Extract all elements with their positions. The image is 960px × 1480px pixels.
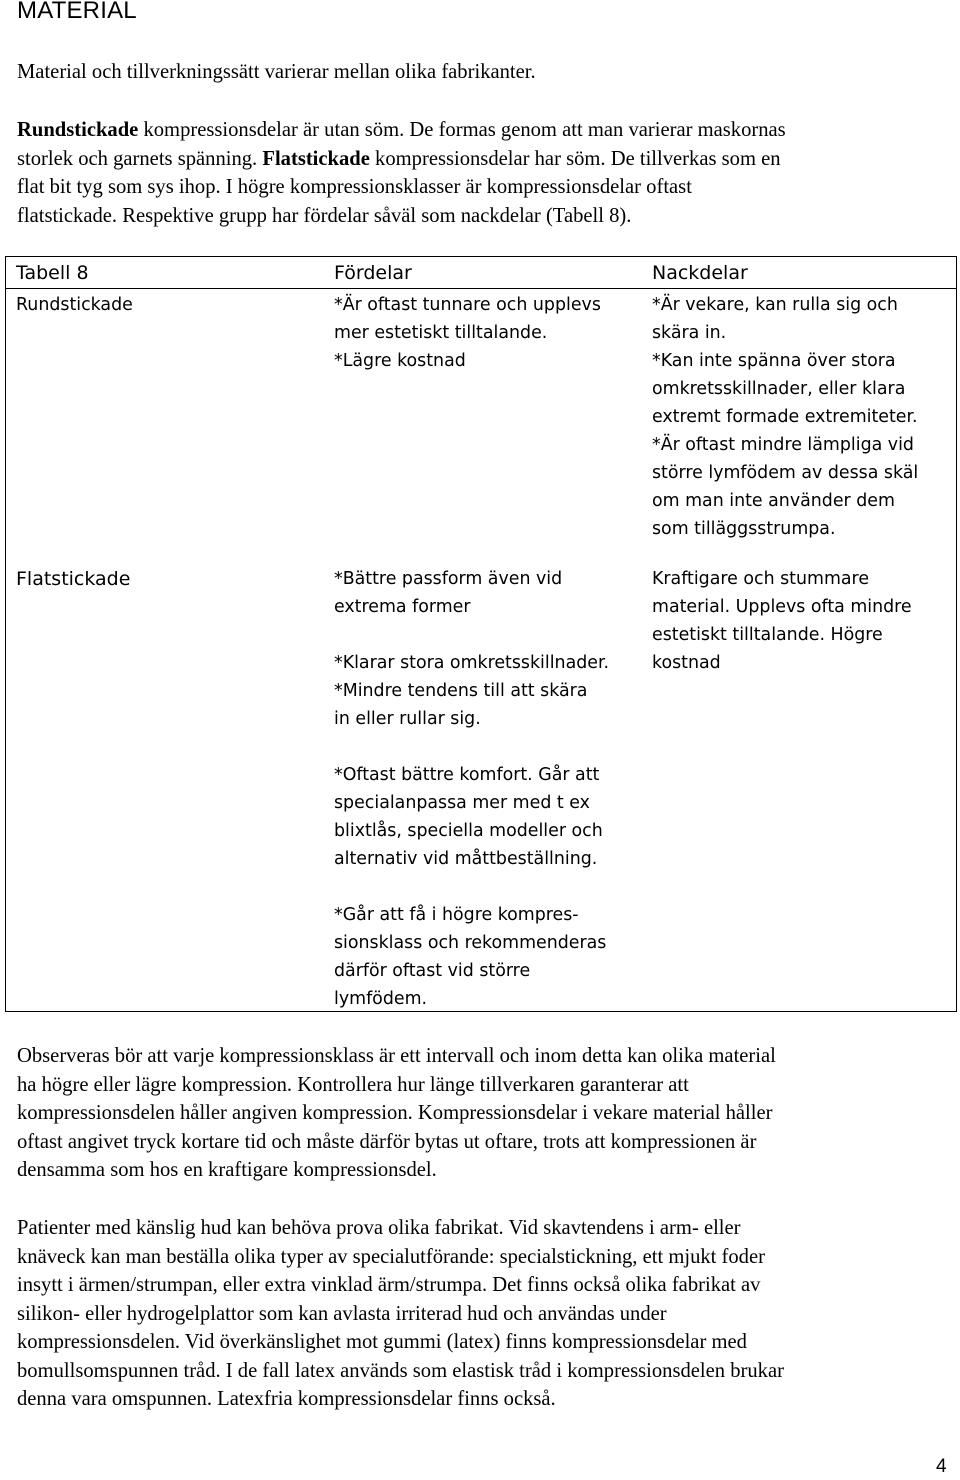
table-header-divider <box>6 288 956 289</box>
table-cell-line: blixtlås, speciella modeller och <box>334 821 603 841</box>
table-cell-spacer <box>334 621 609 649</box>
table-cell-line: *Kan inte spänna över stora <box>652 351 896 371</box>
table-cell-spacer <box>334 873 609 901</box>
paragraph-line: Observeras bör att varje kompressionsklass är ett intervall och inom detta kan olika material <box>17 1045 776 1067</box>
row-label-rundstickade: Rundstickade <box>16 295 133 315</box>
table-cell-line: *Lägre kostnad <box>334 351 466 371</box>
table-cell-line: *Klarar stora omkretsskillnader. <box>334 653 610 673</box>
table-cell-line: extremt formade extremiteter. <box>652 407 918 427</box>
paragraph-line: oftast angivet tryck kortare tid och måste därför bytas ut oftare, trots att kompressionen är <box>17 1130 757 1153</box>
compression-paragraph <box>17 1042 947 1185</box>
table-cell-line: Kraftigare och stummare <box>652 569 870 589</box>
table-cell-line: *Går att få i högre kompres- <box>334 905 579 925</box>
paragraph-line: kompressionsdelen håller angiven kompression. Kompressionsdelar i vekare material håller <box>17 1102 773 1124</box>
rundstickade-fordelar <box>334 291 601 375</box>
rundstickade-nackdelar <box>652 291 918 543</box>
table-header-title: Tabell 8 <box>16 262 89 284</box>
paragraph-line: ha högre eller lägre kompression. Kontrollera hur länge tillverkaren garanterar att <box>17 1073 689 1096</box>
intro-paragraph: Material och tillverkningssätt varierar mellan olika fabrikanter. <box>17 61 536 83</box>
page-heading: MATERIAL <box>17 0 137 24</box>
description-paragraph <box>17 116 947 230</box>
table-cell-line: *Är oftast tunnare och upplevs <box>334 295 601 315</box>
table-header-fordelar: Fördelar <box>334 262 412 284</box>
table-cell-line: *Oftast bättre komfort. Går att <box>334 765 600 785</box>
table-cell-line: alternativ vid måttbeställning. <box>334 849 598 869</box>
paragraph-line: insytt i ärmen/strumpan, eller extra vinklad ärm/strumpa. Det finns också olika fabrikat av <box>17 1274 761 1296</box>
paragraph-line: Patienter med känslig hud kan behöva prova olika fabrikat. Vid skavtendens i arm- eller <box>17 1217 741 1239</box>
table-cell-spacer <box>334 733 609 761</box>
table-cell-line: estetiskt tilltalande. Högre <box>652 625 883 645</box>
term-rundstickade: Rundstickade <box>17 119 139 141</box>
paragraph-line: knäveck kan man beställa olika typer av specialutförande: specialstickning, ett mjukt foder <box>17 1245 765 1268</box>
flatstickade-nackdelar <box>652 565 912 677</box>
description-line: flat bit tyg som sys ihop. I högre kompressionsklasser är kompressionsdelar oftast <box>17 176 692 198</box>
table-cell-line: större lymfödem av dessa skäl <box>652 463 919 483</box>
paragraph-line: silikon- eller hydrogelplattor som kan avlasta irriterad hud och användas under <box>17 1302 667 1325</box>
description-line <box>17 116 947 145</box>
flatstickade-fordelar <box>334 565 609 1013</box>
comparison-table <box>5 256 957 1012</box>
description-text: kompressionsdelar har söm. De tillverkas som en <box>369 147 781 170</box>
table-header-nackdelar: Nackdelar <box>652 262 748 284</box>
table-cell-line: *Är oftast mindre lämpliga vid <box>652 435 914 455</box>
table-cell-line: kostnad <box>652 653 721 673</box>
table-cell-line: lymfödem. <box>334 989 428 1009</box>
description-text: storlek och garnets spänning. <box>17 147 263 170</box>
table-cell-line: som tilläggsstrumpa. <box>652 519 836 539</box>
table-cell-line: *Bättre passform även vid <box>334 569 563 589</box>
paragraph-line: densamma som hos en kraftigare kompressionsdel. <box>17 1159 437 1181</box>
description-line <box>17 145 947 174</box>
table-cell-line: om man inte använder dem <box>652 491 895 511</box>
table-cell-line: omkretsskillnader, eller klara <box>652 379 906 399</box>
row-label-flatstickade: Flatstickade <box>16 568 131 590</box>
table-cell-line: mer estetiskt tilltalande. <box>334 323 548 343</box>
table-cell-line: in eller rullar sig. <box>334 709 481 729</box>
table-cell-line: specialanpassa mer med t ex <box>334 793 590 813</box>
table-cell-line: skära in. <box>652 323 727 343</box>
table-cell-line: material. Upplevs ofta mindre <box>652 597 912 617</box>
paragraph-line: kompressionsdelen. Vid överkänslighet mot gummi (latex) finns kompressionsdelar med <box>17 1331 747 1353</box>
description-line: flatstickade. Respektive grupp har fördelar såväl som nackdelar (Tabell 8). <box>17 204 632 227</box>
table-cell-line: sionsklass och rekommenderas <box>334 933 607 953</box>
table-cell-line: *Är vekare, kan rulla sig och <box>652 295 898 315</box>
paragraph-line: denna vara omspunnen. Latexfria kompressionsdelar finns också. <box>17 1388 556 1410</box>
table-cell-line: extrema former <box>334 597 471 617</box>
description-text: kompressionsdelar är utan söm. De formas genom att man varierar maskornas <box>138 119 786 141</box>
paragraph-line: bomullsomspunnen tråd. I de fall latex används som elastisk tråd i kompressionsdelen brukar <box>17 1359 784 1382</box>
table-cell-line: därför oftast vid större <box>334 961 531 981</box>
skin-paragraph <box>17 1214 947 1414</box>
page-number: 4 <box>936 1456 947 1477</box>
table-cell-line: *Mindre tendens till att skära <box>334 681 588 701</box>
term-flatstickade: Flatstickade <box>262 147 370 170</box>
